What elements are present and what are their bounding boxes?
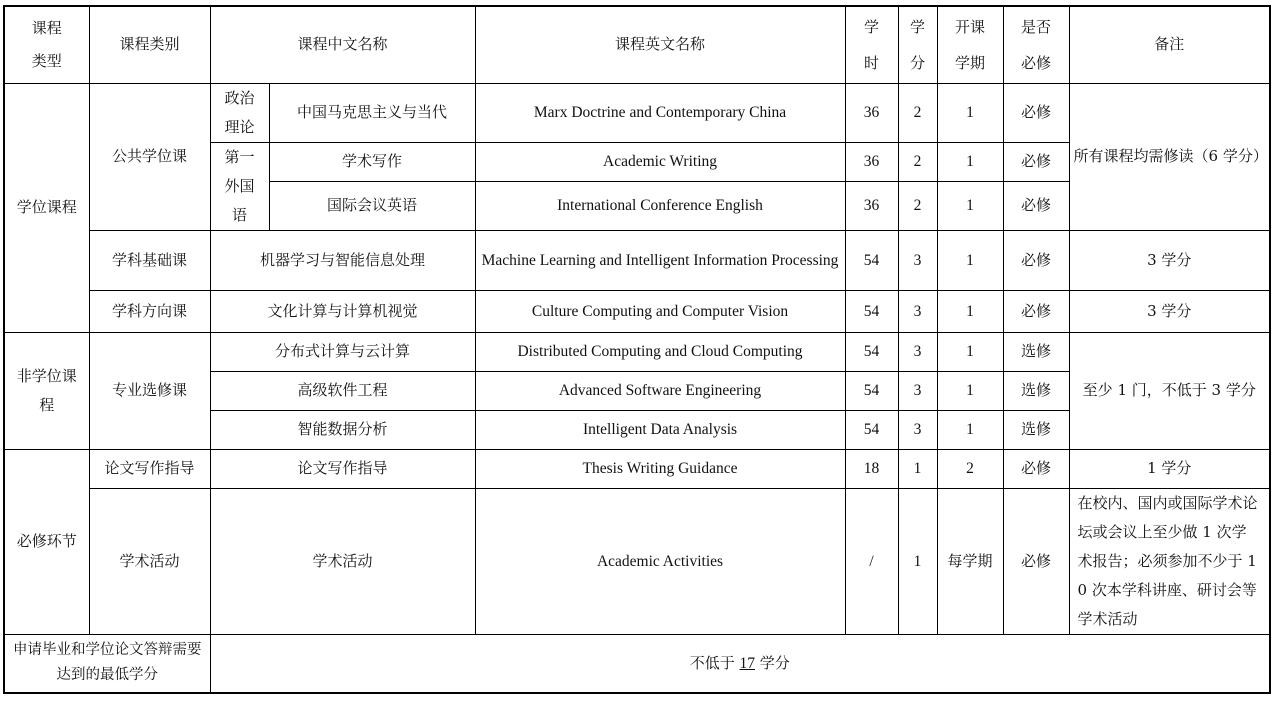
header-semester	[937, 6, 1003, 83]
table-row	[4, 488, 1270, 634]
course-en-name: International Conference English	[475, 181, 845, 230]
header-credits-line2: 分	[910, 53, 926, 72]
course-note: 3 学分	[1069, 230, 1270, 290]
course-hours: 36	[845, 83, 898, 142]
course-required: 选修	[1003, 410, 1069, 449]
course-required: 必修	[1003, 449, 1069, 488]
foreign-language-subcategory: 第一外国语	[210, 142, 269, 230]
course-hours: 18	[845, 449, 898, 488]
header-credits-line1: 学	[910, 17, 926, 36]
course-cn-name: 分布式计算与云计算	[210, 332, 475, 371]
course-note: 1 学分	[1069, 449, 1270, 488]
course-cn-name: 智能数据分析	[210, 410, 475, 449]
header-note: 备注	[1069, 6, 1270, 83]
header-required	[1003, 6, 1069, 83]
table-row	[4, 290, 1270, 332]
course-required: 必修	[1003, 181, 1069, 230]
curriculum-table	[3, 5, 1271, 694]
course-credits: 1	[898, 488, 937, 634]
header-hours	[845, 6, 898, 83]
course-en-name: Academic Activities	[475, 488, 845, 634]
activities-note: 在校内、国内或国际学术论坛或会议上至少做 1 次学术报告；必须参加不少于 10 次本学科讲座、研讨会等学术活动	[1069, 488, 1270, 634]
course-required: 必修	[1003, 83, 1069, 142]
course-hours: 54	[845, 410, 898, 449]
course-en-name: Intelligent Data Analysis	[475, 410, 845, 449]
course-cn-name: 高级软件工程	[210, 371, 475, 410]
course-required: 必修	[1003, 230, 1069, 290]
header-course-type	[4, 6, 89, 83]
course-cn-name: 国际会议英语	[269, 181, 475, 230]
course-en-name: Machine Learning and Intelligent Information Processing	[475, 230, 845, 290]
footer-min-suffix: 学分	[755, 653, 790, 672]
table-row	[4, 83, 1270, 142]
course-required: 选修	[1003, 332, 1069, 371]
public-category: 公共学位课	[89, 83, 210, 230]
course-hours: 54	[845, 230, 898, 290]
course-credits: 3	[898, 332, 937, 371]
course-hours: 54	[845, 371, 898, 410]
course-credits: 2	[898, 142, 937, 181]
direction-category: 学科方向课	[89, 290, 210, 332]
header-semester-line2: 学期	[955, 53, 986, 72]
course-semester: 每学期	[937, 488, 1003, 634]
course-en-name: Culture Computing and Computer Vision	[475, 290, 845, 332]
course-cn-name: 学术活动	[210, 488, 475, 634]
course-semester: 1	[937, 230, 1003, 290]
header-hours-line1: 学	[864, 17, 880, 36]
activities-category: 学术活动	[89, 488, 210, 634]
course-cn-name: 学术写作	[269, 142, 475, 181]
footer-min-value: 17	[739, 654, 755, 672]
course-en-name: Marx Doctrine and Contemporary China	[475, 83, 845, 142]
course-credits: 2	[898, 181, 937, 230]
header-hours-line2: 时	[864, 53, 880, 72]
table-row	[4, 230, 1270, 290]
course-en-name: Advanced Software Engineering	[475, 371, 845, 410]
table-row	[4, 332, 1270, 371]
course-semester: 1	[937, 371, 1003, 410]
header-type-line1: 课程	[31, 18, 62, 37]
footer-min-credits	[210, 634, 1270, 693]
header-type-line2: 类型	[31, 51, 62, 70]
course-required: 选修	[1003, 371, 1069, 410]
course-hours: 54	[845, 332, 898, 371]
header-credits	[898, 6, 937, 83]
course-hours: 36	[845, 181, 898, 230]
course-credits: 2	[898, 83, 937, 142]
footer-row	[4, 634, 1270, 693]
thesis-category: 论文写作指导	[89, 449, 210, 488]
course-semester: 2	[937, 449, 1003, 488]
header-semester-line1: 开课	[955, 17, 986, 36]
non-degree-type-label: 非学位课程	[4, 332, 89, 449]
course-en-name: Academic Writing	[475, 142, 845, 181]
header-row	[4, 6, 1270, 83]
course-cn-name: 文化计算与计算机视觉	[210, 290, 475, 332]
course-en-name: Distributed Computing and Cloud Computing	[475, 332, 845, 371]
course-credits: 3	[898, 371, 937, 410]
course-en-name: Thesis Writing Guidance	[475, 449, 845, 488]
elective-category: 专业选修课	[89, 332, 210, 449]
course-semester: 1	[937, 181, 1003, 230]
course-semester: 1	[937, 410, 1003, 449]
course-required: 必修	[1003, 290, 1069, 332]
course-hours: 54	[845, 290, 898, 332]
compulsory-type-label: 必修环节	[4, 449, 89, 634]
header-cn-name: 课程中文名称	[210, 6, 475, 83]
course-hours: /	[845, 488, 898, 634]
politics-subcategory: 政治理论	[210, 83, 269, 142]
course-credits: 3	[898, 410, 937, 449]
course-hours: 36	[845, 142, 898, 181]
header-required-line1: 是否	[1021, 17, 1052, 36]
course-note: 3 学分	[1069, 290, 1270, 332]
header-required-line2: 必修	[1021, 53, 1052, 72]
course-required: 必修	[1003, 142, 1069, 181]
course-semester: 1	[937, 332, 1003, 371]
course-cn-name: 论文写作指导	[210, 449, 475, 488]
course-credits: 1	[898, 449, 937, 488]
course-required: 必修	[1003, 488, 1069, 634]
elective-note: 至少 1 门，不低于 3 学分	[1069, 332, 1270, 449]
course-cn-name: 机器学习与智能信息处理	[210, 230, 475, 290]
header-en-name: 课程英文名称	[475, 6, 845, 83]
course-semester: 1	[937, 290, 1003, 332]
course-credits: 3	[898, 230, 937, 290]
course-semester: 1	[937, 83, 1003, 142]
header-category: 课程类别	[89, 6, 210, 83]
table-row	[4, 449, 1270, 488]
foundation-category: 学科基础课	[89, 230, 210, 290]
degree-type-label: 学位课程	[4, 83, 89, 332]
course-credits: 3	[898, 290, 937, 332]
public-note: 所有课程均需修读（6 学分）	[1069, 83, 1270, 230]
footer-label: 申请毕业和学位论文答辩需要达到的最低学分	[4, 634, 210, 693]
course-semester: 1	[937, 142, 1003, 181]
course-cn-name: 中国马克思主义与当代	[269, 83, 475, 142]
footer-min-prefix: 不低于	[689, 653, 740, 672]
